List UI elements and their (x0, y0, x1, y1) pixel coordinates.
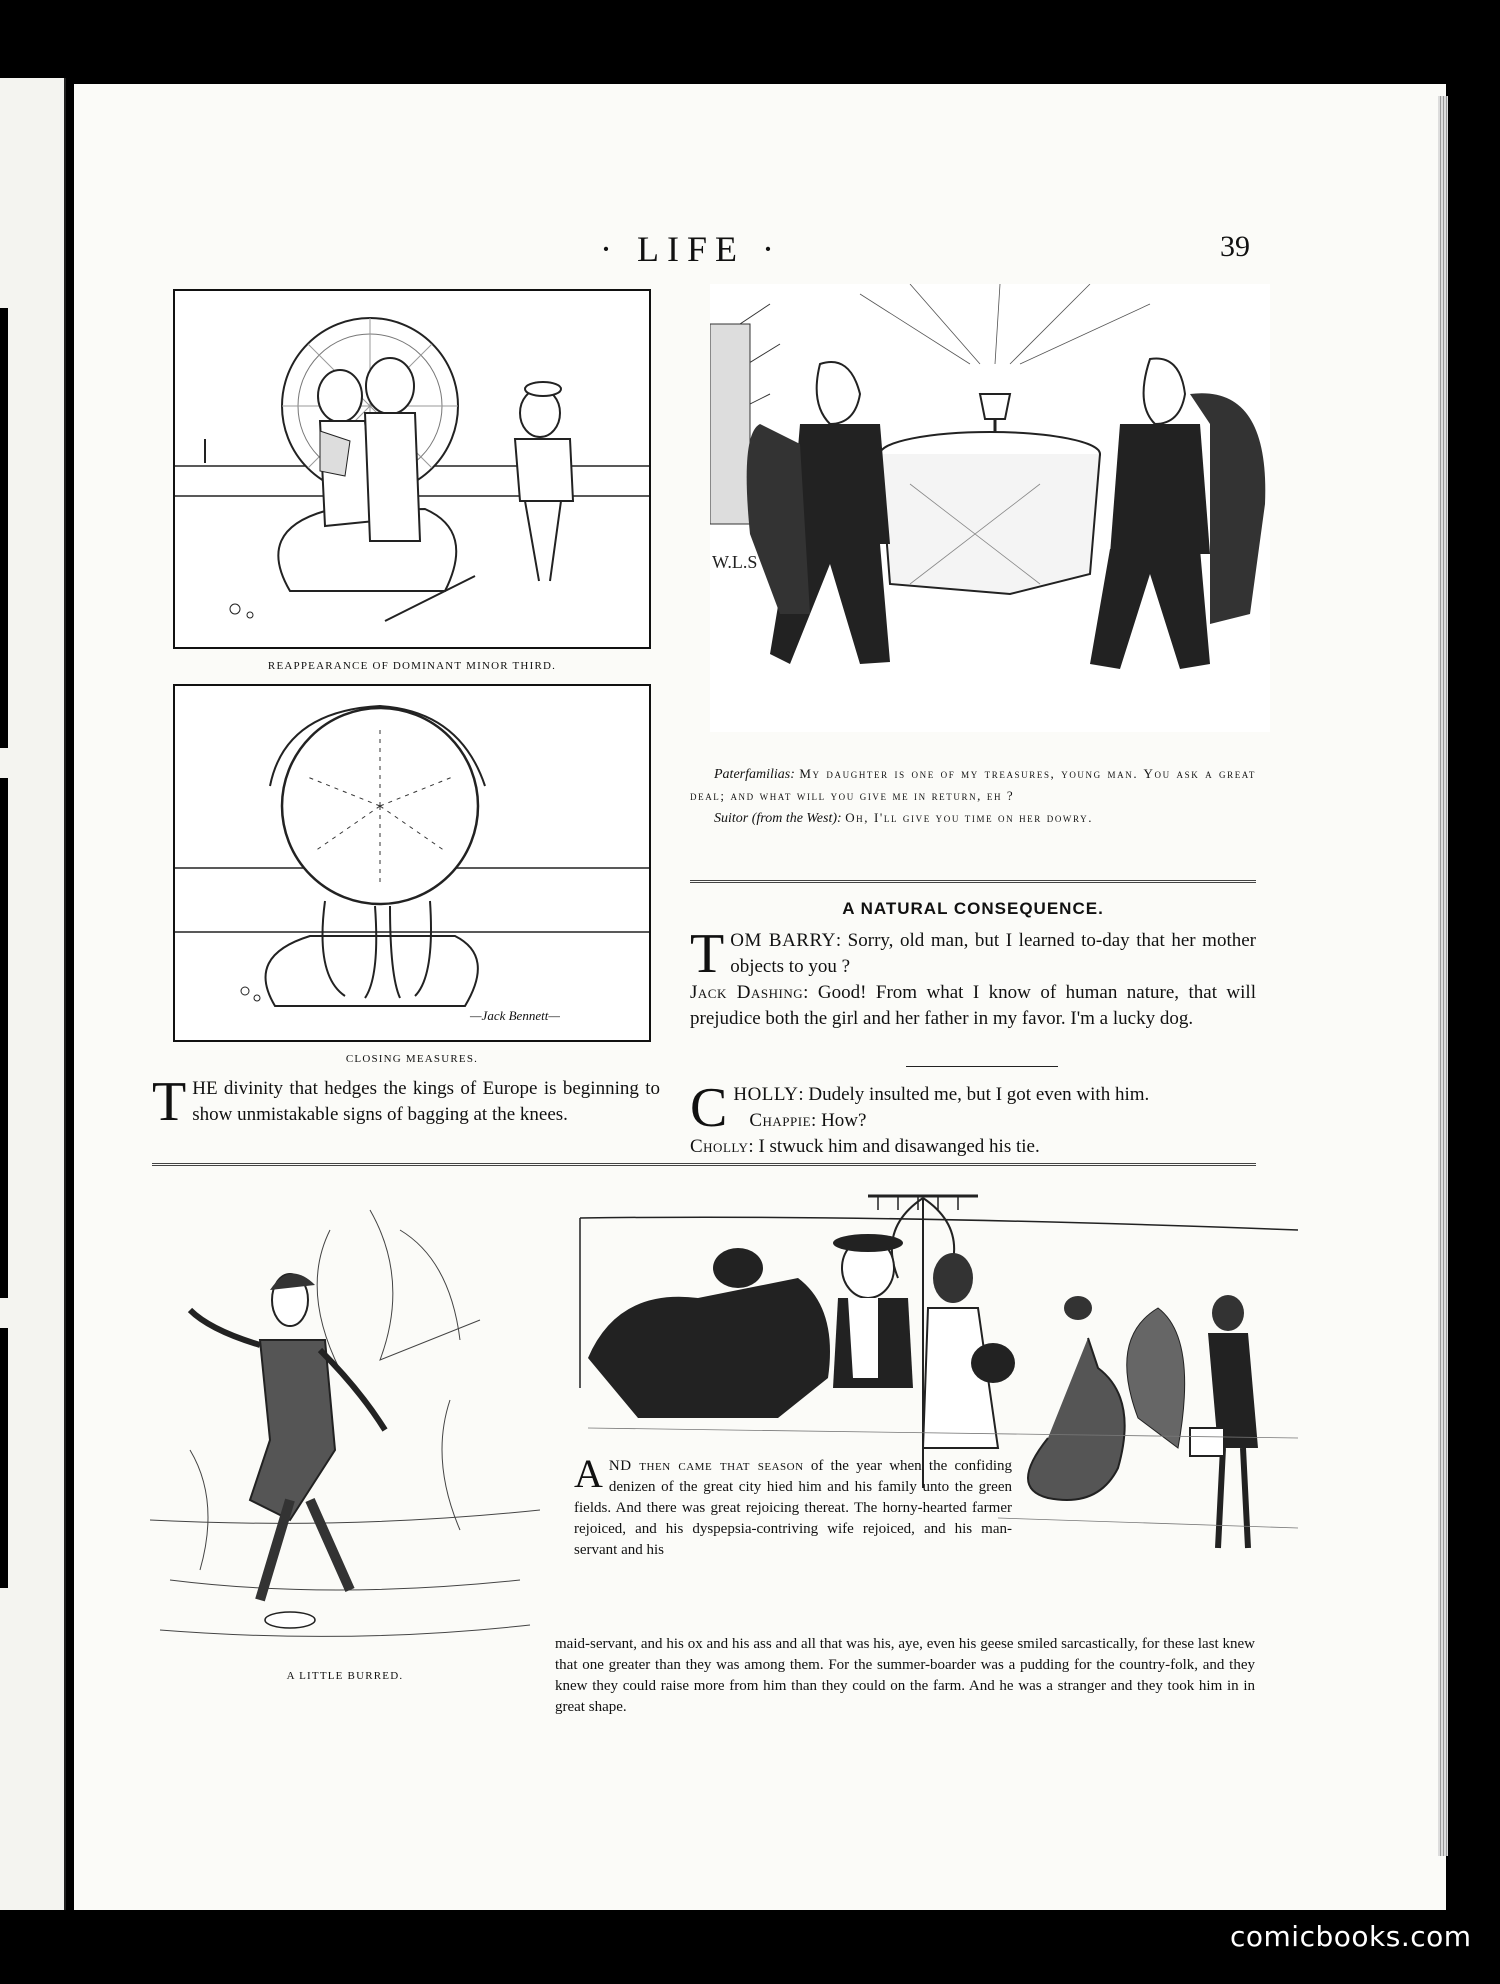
cholly-dialog (690, 1077, 1256, 1160)
suitor-speaker: Suitor (from the West): (714, 811, 842, 826)
cartoon-one-caption: REAPPEARANCE OF DOMINANT MINOR THIRD. (267, 660, 557, 672)
illustration-burred-drawing (150, 1200, 540, 1655)
cholly-line-two: : I stwuck him and disawanged his tie. (748, 1136, 1040, 1157)
cartoon-two-signature: —Jack Bennett— (470, 1008, 560, 1023)
cholly-line: : Dudely insulted me, but I got even with him. (798, 1084, 1150, 1105)
paterfamilias-dialog (690, 763, 1256, 829)
illustration-signature: W.L.S (712, 552, 758, 572)
section-divider-rule (152, 1163, 1256, 1166)
divinity-text: HE divinity that hedges the kings of Europe is beginning to show unmistakable signs of bagging at the knees. (192, 1078, 660, 1125)
tom-barry-line: : Sorry, old man, but I learned to-day that her mother objects to you ? (730, 930, 1256, 977)
paterfamilias-text: My daughter is one of my treasures, young man. You ask a great deal; and what will you give me in return, eh ? (690, 766, 1257, 803)
illustration-paterfamilias (710, 284, 1270, 732)
left-page-edge (0, 78, 66, 1910)
suitor-line (690, 807, 1256, 829)
summer-boarder-narrow-body: of the year when the confiding denizen of the great city hied him and his family unto the green fields. And there was great rejoicing thereat. The horny-hearted farmer rejoiced, and his dyspepsia-contriving wife rejoiced, and his man-servant and his (574, 1458, 1012, 1558)
tom-barry-speaker: OM BARRY (730, 930, 836, 951)
watermark: comicbooks.com (1230, 1920, 1472, 1953)
jack-dashing-speaker: Jack Dashing (690, 982, 804, 1003)
summer-boarder-wide-text: maid-servant, and his ox and his ass and all that was his, aye, even his geese smiled sarcastically, for these last knew that one greater than they was among them. For the summer-boarder was a pudding for the country-folk, and they knew they could raise more from him than they could on the farm. And he was a stranger and they took him in in great shape. (555, 1636, 1255, 1715)
cholly-speaker: HOLLY (733, 1084, 799, 1105)
paterfamilias-line (690, 763, 1256, 807)
chappie-speaker: Chappie (749, 1110, 812, 1131)
page-number: 39 (1220, 230, 1250, 263)
divider-rule (690, 880, 1256, 883)
illustration-paterfamilias-drawing (710, 284, 1270, 732)
masthead-title: · LIFE · (600, 229, 782, 269)
cartoon-closing-measures (173, 684, 651, 1042)
natural-consequence-title: A NATURAL CONSEQUENCE. (842, 899, 1104, 918)
paterfamilias-speaker: Paterfamilias: (714, 767, 795, 782)
divinity-dropcap: T (152, 1071, 187, 1133)
cholly-dropcap: C (690, 1077, 728, 1139)
cholly-speaker-two: Cholly (690, 1136, 749, 1157)
page-stack-edge (1438, 96, 1448, 1856)
short-divider-rule (906, 1066, 1058, 1067)
jack-dashing-line: : Good! From what I know of human nature, that will prejudice both the girl and her father in my favor. I'm a lucky dog. (690, 982, 1256, 1029)
cartoon-couple-drawing (175, 291, 649, 647)
suitor-text: Oh, I'll give you time on her dowry. (845, 810, 1094, 825)
cartoon-umbrella-drawing (175, 686, 649, 1040)
cartoon-two-caption: CLOSING MEASURES. (345, 1053, 479, 1065)
chappie-line: : How? (811, 1110, 867, 1131)
divinity-paragraph (152, 1071, 660, 1133)
cartoon-dominant-minor-third (173, 289, 651, 649)
illustration-little-burred (150, 1200, 540, 1655)
natural-consequence-dropcap: T (690, 923, 725, 985)
natural-consequence-text (690, 923, 1256, 1032)
summer-boarder-opening: ND then came that season (608, 1458, 804, 1474)
burred-caption: A LITTLE BURRED. (286, 1670, 404, 1682)
summer-boarder-narrow-text (574, 1451, 1012, 1561)
summer-boarder-dropcap: A (574, 1451, 603, 1496)
